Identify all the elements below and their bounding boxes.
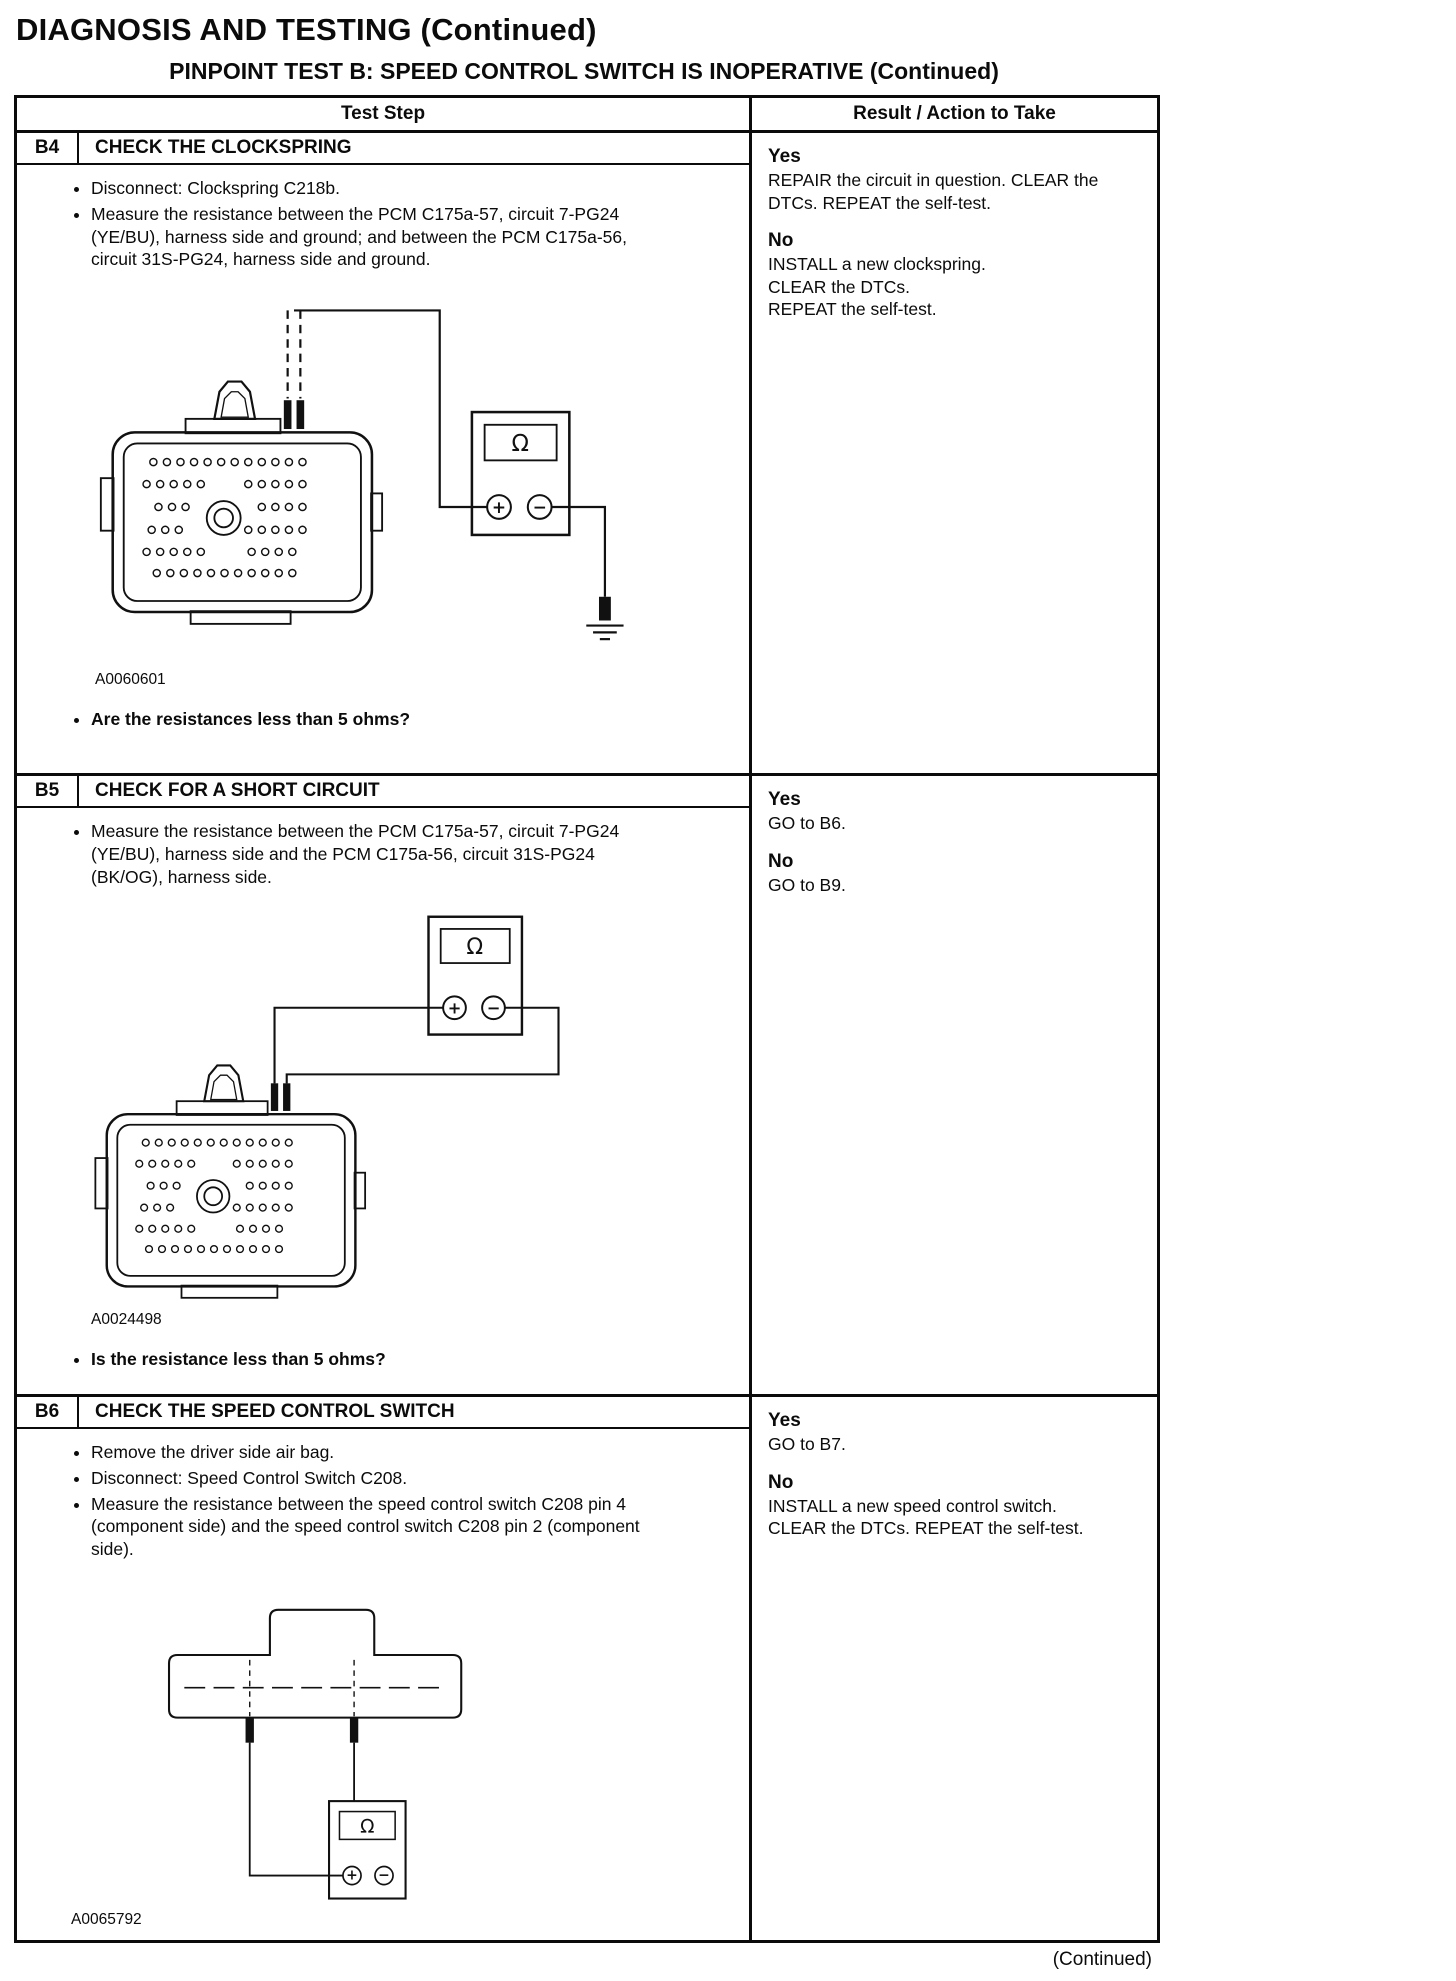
speed-control-switch	[169, 1610, 461, 1743]
action-line: CLEAR the DTCs. REPEAT the self-test.	[768, 1518, 1084, 1539]
figure-code: A0024498	[91, 1311, 162, 1328]
page-title: DIAGNOSIS AND TESTING (Continued)	[16, 12, 597, 47]
action-line: GO to B6.	[768, 813, 846, 834]
column-header-result: Result / Action to Take	[853, 103, 1056, 124]
question-bullet: • Are the resistances less than 5 ohms?	[91, 708, 656, 731]
plus-terminal: +	[447, 998, 462, 1018]
action-line: GO to B7.	[768, 1434, 846, 1455]
answer-label: Yes	[768, 1410, 801, 1431]
action-line: GO to B9.	[768, 875, 846, 896]
result-no-block	[768, 229, 1143, 320]
test-lead-wire	[250, 1742, 354, 1875]
question-list	[45, 708, 733, 731]
step-id: B6	[17, 1397, 79, 1427]
pinpoint-test-table	[14, 95, 1160, 1943]
plus-terminal: +	[346, 1867, 358, 1884]
action-line: INSTALL a new clockspring.	[768, 254, 986, 275]
bullet-item: • Measure the resistance between the speed control switch C208 pin 4 (component side) and the speed control switch C208 pin 2 (component side).	[91, 1493, 656, 1561]
bullet-item: • Remove the driver side air bag.	[91, 1441, 656, 1464]
answer-label: Yes	[768, 789, 801, 810]
ohmmeter-icon	[329, 1801, 406, 1898]
pcm-connector	[95, 1066, 365, 1298]
clockspring-test-figure	[75, 285, 733, 690]
step-heading	[17, 776, 749, 808]
result-no-block	[768, 1471, 1143, 1540]
test-row-b6	[17, 1397, 1157, 1940]
result-yes-block	[768, 1409, 1143, 1456]
question-list	[45, 1348, 733, 1371]
figure-code: A0065792	[71, 1910, 142, 1928]
instruction-list	[45, 177, 733, 271]
result-cell	[752, 133, 1157, 773]
table-header-row	[17, 98, 1157, 133]
action-line: CLEAR the DTCs.	[768, 276, 910, 297]
step-title: CHECK FOR A SHORT CIRCUIT	[95, 780, 380, 801]
answer-label: No	[768, 1471, 794, 1493]
bullet-item: • Disconnect: Speed Control Switch C208.	[91, 1467, 656, 1490]
test-lead-wire	[275, 1008, 559, 1084]
test-step-cell	[17, 776, 752, 1394]
short-circuit-diagram	[71, 902, 591, 1302]
result-no-block	[768, 850, 1143, 897]
instruction-list	[45, 820, 733, 888]
speed-control-switch-figure	[71, 1575, 733, 1930]
speed-control-switch-diagram	[141, 1575, 531, 1902]
result-cell	[752, 776, 1157, 1394]
instruction-list	[45, 1441, 733, 1561]
question-bullet: • Is the resistance less than 5 ohms?	[91, 1348, 656, 1371]
action-line: INSTALL a new speed control switch.	[768, 1496, 1057, 1517]
page-subtitle: PINPOINT TEST B: SPEED CONTROL SWITCH IS INOPERATIVE (Continued)	[169, 58, 999, 84]
result-cell	[752, 1397, 1157, 1940]
answer-label: Yes	[768, 146, 801, 167]
connector-pin-grid	[143, 459, 306, 577]
answer-label: No	[768, 850, 794, 872]
clockspring-circuit-diagram	[75, 285, 635, 662]
step-id: B4	[17, 133, 79, 163]
step-heading	[17, 133, 749, 165]
minus-terminal: −	[532, 496, 547, 517]
step-id: B5	[17, 776, 79, 806]
result-yes-block	[768, 788, 1143, 835]
test-step-cell	[17, 1397, 752, 1940]
figure-code: A0060601	[95, 670, 166, 688]
minus-terminal: −	[378, 1867, 390, 1884]
ohm-symbol: Ω	[360, 1816, 375, 1838]
step-body	[17, 1429, 749, 1940]
minus-terminal: −	[486, 998, 501, 1018]
step-body	[17, 808, 749, 1383]
test-row-b5	[17, 776, 1157, 1397]
answer-label: No	[768, 230, 794, 252]
column-header-test-step: Test Step	[17, 98, 752, 130]
ground-icon	[586, 597, 623, 639]
pcm-connector	[101, 382, 382, 624]
plus-terminal: +	[491, 496, 507, 517]
bullet-item: • Measure the resistance between the PCM C175a-57, circuit 7-PG24 (YE/BU), harness side and the PCM C175a-56, circuit 31S-PG24 (BK/OG), harness side.	[91, 820, 656, 888]
ohmmeter-icon	[429, 917, 522, 1035]
step-heading	[17, 1397, 749, 1429]
page-continued-note: (Continued)	[1052, 1948, 1152, 1970]
connector-pin-grid	[136, 1139, 292, 1252]
bullet-item: • Measure the resistance between the PCM C175a-57, circuit 7-PG24 (YE/BU), harness side and ground; and between the PCM C175a-56, circuit 31S-PG24, harness side and ground.	[91, 203, 656, 271]
result-yes-block	[768, 145, 1143, 214]
step-title: CHECK THE CLOCKSPRING	[95, 137, 352, 158]
step-body	[17, 165, 749, 743]
action-line: REPEAT the self-test.	[768, 299, 937, 320]
action-line: REPAIR the circuit in question. CLEAR the DTCs. REPEAT the self-test.	[768, 170, 1099, 213]
bullet-item: • Disconnect: Clockspring C218b.	[91, 177, 656, 200]
test-row-b4	[17, 133, 1157, 776]
ohm-symbol: Ω	[511, 431, 529, 458]
short-circuit-test-figure	[71, 902, 733, 1330]
test-step-cell	[17, 133, 752, 773]
step-title: CHECK THE SPEED CONTROL SWITCH	[95, 1401, 455, 1422]
ohm-symbol: Ω	[466, 935, 484, 961]
ohmmeter-icon	[472, 412, 569, 535]
